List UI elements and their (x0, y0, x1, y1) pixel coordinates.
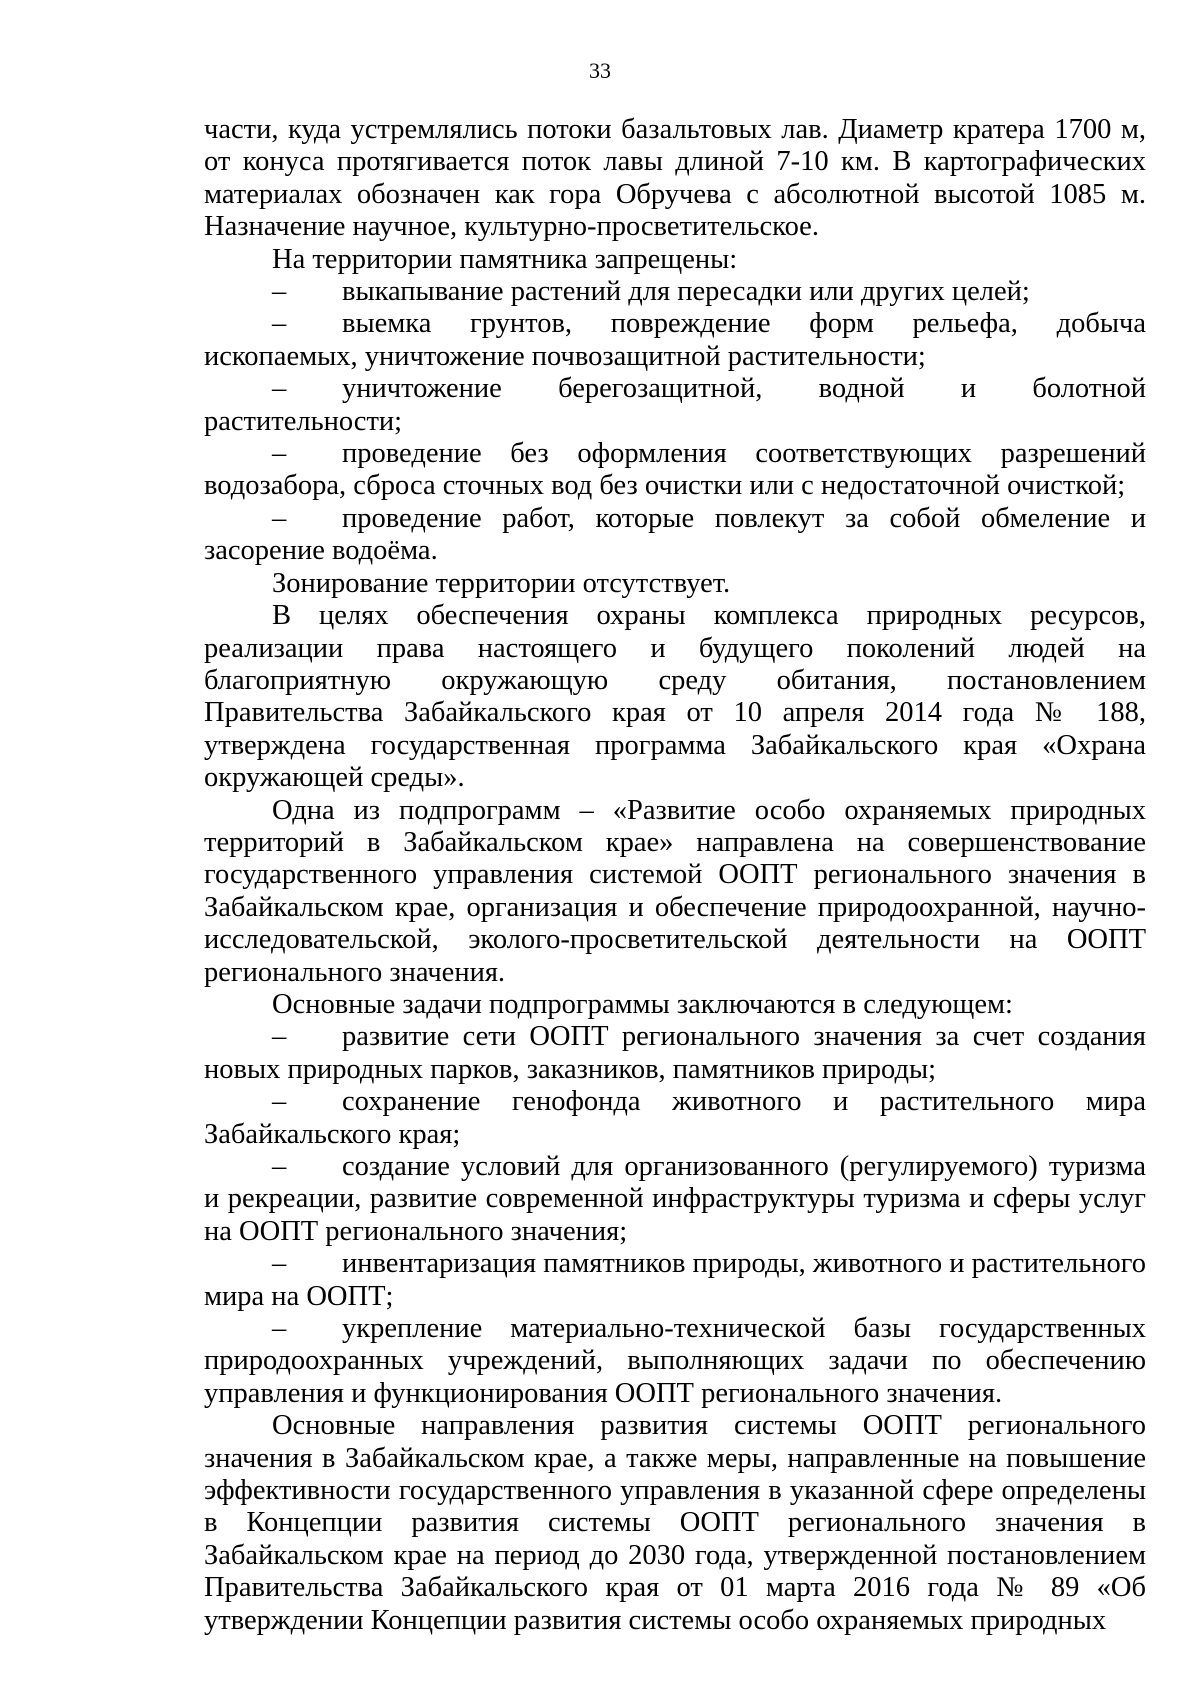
document-body (204, 114, 1146, 1637)
list-item (204, 308, 1146, 373)
list-item (204, 276, 1146, 308)
paragraph-tasks-intro: Основные задачи подпрограммы заключаются в следующем: (272, 988, 1013, 1020)
list-dash: – (272, 276, 287, 308)
list-item-text: создание условий для организованного (регулируемого) туризма и рекреации, развитие современной инфраструктуры туризма и сферы услуг на ООПТ регионального значения; (204, 1151, 1146, 1247)
list-dash: – (272, 1151, 287, 1182)
paragraph-state-program: В целях обеспечения охраны комплекса природных ресурсов, реализации права настоящего и будущего поколений людей на благоприятную окружающую среду обитания, постановлением Правительства Забайкальского края от 10 апреля 2014 года № 188, утверждена государственная программа Забайкальского края «Охрана окружающей среды». (204, 600, 1146, 794)
list-item-text: развитие сети ООПТ регионального значения за счет создания новых природных парков, заказников, памятников природы; (204, 1021, 1146, 1085)
list-item (204, 1248, 1146, 1313)
list-item (204, 1313, 1146, 1410)
list-item-text: проведение без оформления соответствующих разрешений водозабора, сброса сточных вод без очистки или с недостаточной очисткой; (204, 438, 1146, 502)
list-item-text: сохранение генофонда животного и растительного мира Забайкальского края; (204, 1086, 1146, 1150)
list-dash: – (272, 373, 287, 405)
list-item-text: инвентаризация памятников природы, животного и растительного мира на ООПТ; (204, 1248, 1146, 1312)
list-item (204, 373, 1146, 438)
list-dash: – (272, 308, 287, 340)
list-item (204, 1086, 1146, 1151)
list-dash: – (272, 502, 287, 534)
list-item-text: проведение работ, которые повлекут за собой обмеление и засорение водоёма. (204, 502, 1146, 567)
list-dash: – (272, 1021, 287, 1053)
list-item-text: выемка грунтов, повреждение форм рельефа, добыча ископаемых, уничтожение почвозащитной растительности; (204, 308, 1146, 372)
paragraph-concept: Основные направления развития системы ООПТ регионального значения в Забайкальском крае, а также меры, направленные на повышение эффективности государственного управления в указанной сфере определены в Концепции развития системы ООПТ регионального значения в Забайкальском крае на период до 2030 года, утвержденной постановлением Правительства Забайкальского края от 01 марта 2016 года № 89 «Об утверждении Концепции развития системы особо охраняемых природных (204, 1410, 1146, 1636)
page-number: 33 (589, 58, 611, 83)
paragraph-continuation: части, куда устремлялись потоки базальтовых лав. Диаметр кратера 1700 м, от конуса протягивается поток лавы длиной 7-10 км. В картографических материалах обозначен как гора Обручева с абсолютной высотой 1085 м. Назначение научное, культурно-просветительское. (204, 114, 1146, 243)
list-dash: – (272, 1086, 287, 1118)
list-dash: – (272, 1248, 287, 1280)
list-dash: – (272, 1313, 287, 1345)
list-item (204, 1021, 1146, 1086)
list-item-text: выкапывание растений для пересадки или других целей; (342, 276, 1030, 308)
list-item (204, 503, 1146, 568)
paragraph-prohibitions-intro: На территории памятника запрещены: (272, 243, 738, 275)
list-item-text: укрепление материально-технической базы государственных природоохранных учреждений, выполняющих задачи по обеспечению управления и функционирования ООПТ регионального значения. (204, 1313, 1146, 1409)
list-item (204, 438, 1146, 503)
list-dash: – (272, 438, 287, 470)
list-item (204, 1151, 1146, 1248)
list-item-text: уничтожение берегозащитной, водной и болотной растительности; (204, 373, 1146, 437)
paragraph-subprogram: Одна из подпрограмм – «Развитие особо охраняемых природных территорий в Забайкальском крае» направлена на совершенствование государственного управления системой ООПТ регионального значения в Забайкальском крае, организация и обеспечение природоохранной, научно-исследовательской, эколого-просветительской деятельности на ООПТ регионального значения. (204, 794, 1146, 988)
paragraph-zoning: Зонирование территории отсутствует. (272, 567, 731, 599)
